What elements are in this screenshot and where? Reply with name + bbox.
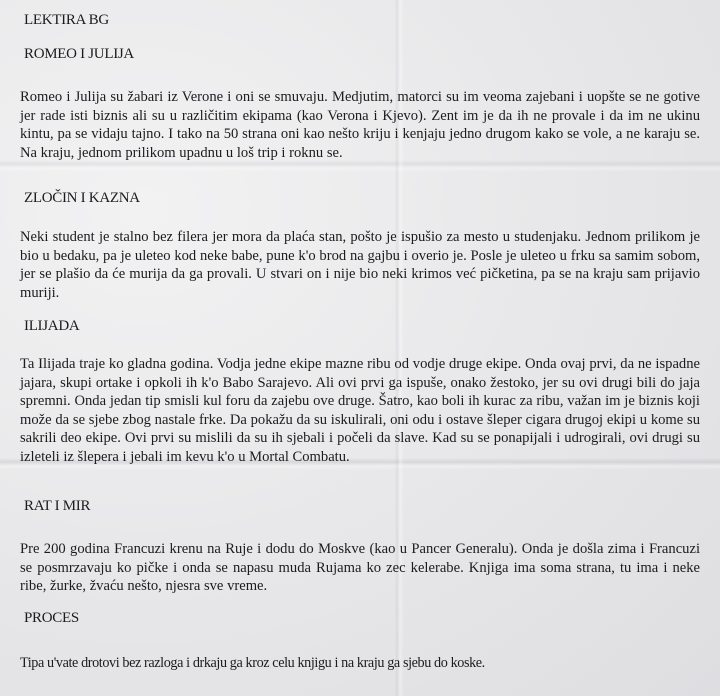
section-heading-romeo-i-julija: ROMEO I JULIJA [24,46,134,62]
section-text-zlocin-i-kazna: Neki student je stalno bez filera jer mora da plaća stan, pošto je ispušio za mesto u studenjaku. Jednom prilikom je bio u bedaku, pa je uleteo kod neke babe, pune k'o brod na gajbu i overio je. Posle je uleteo u frku sa samim sobom, jer se plašio da će murija da ga provali. U stvari on i nije bio neki krimos već pičketina, pa se na kraju sam prijavio muriji. [20,229,700,301]
section-text-proces: Tipa u'vate drotovi bez razloga i drkaju ga kroz celu knjigu i na kraju ga sjebu do koske. [20,655,485,671]
section-heading-ilijada: ILIJADA [24,318,80,334]
section-text-romeo-i-julija: Romeo i Julija su žabari iz Verone i oni se smuvaju. Medjutim, matorci su im veoma zajebani i uopšte se ne gotive jer rade isti biznis ali su u različitim ekipama (kao Verona i Kjevo). Zent im je da ih ne provale i da im ne ukinu kintu, pa se vidaju tajno. I tako na 50 strana oni kao nešto kriju i kenjaju jedno drugom kako se vole, a ne karaju se. Na kraju, jednom prilikom upadnu u loš trip i roknu se. [20,89,700,161]
section-text-ilijada: Ta Ilijada traje ko gladna godina. Vodja jedne ekipe mazne ribu od vodje druge ekipe. Onda ovaj prvi, da ne ispadne jajara, skupi ortake i opkoli ih k'o Babo Sarajevo. Ali ovi prvi ga ispuše, onako žestoko, jer su ovi drugi bili do jaja spremni. Onda jedan tip smisli kul foru da zajebu ove druge. Šatro, kao boli ih kurac za ribu, važan im je biznis koji može da se sjebe zbog nastale frke. Da pokažu da su iskulirali, oni odu i ostave šleper cigara drugoj ekipi u kome su sakrili deo ekipe. Ovi prvi su mislili da su ih sjebali i počeli da slave. Kad su se ponapijali i udrogirali, ovi drugi su izleteli iz šlepera i jebali im kevu k'o u Mortal Combatu. [20,356,700,465]
section-heading-rat-i-mir: RAT I MIR [24,498,91,514]
section-heading-proces: PROCES [24,610,79,626]
section-text-rat-i-mir: Pre 200 godina Francuzi krenu na Ruje i dodu do Moskve (kao u Pancer Generalu). Onda je došla zima i Francuzi se posmrzavaju ko pičke i onda se napasu muda Rujama ko zec kelerabe. Knjiga ima soma strana, tu ima i neke ribe, žurke, žvaću nešto, njesra sve vreme. [20,541,700,594]
section-heading-zlocin-i-kazna: ZLOČIN I KAZNA [24,190,140,206]
document-title: LEKTIRA BG [24,12,109,28]
